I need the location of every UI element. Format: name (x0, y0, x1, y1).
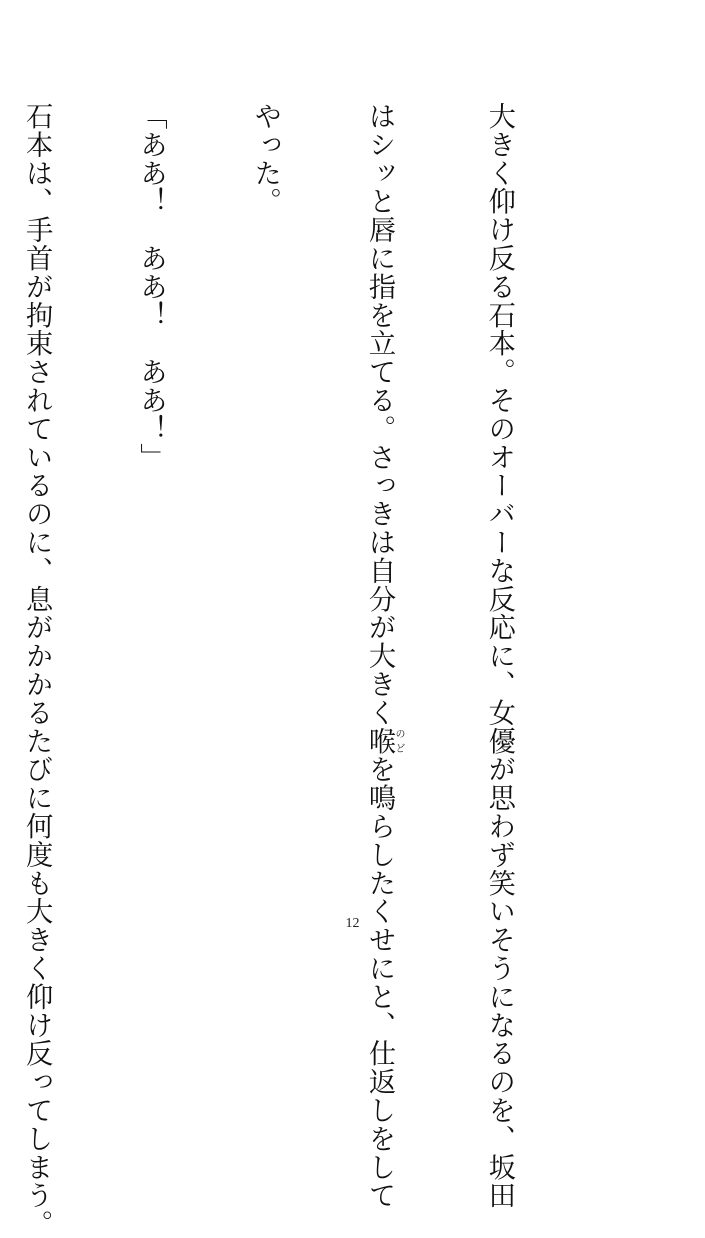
page-number: 12 (345, 916, 360, 931)
text-line: 「ああ！ ああ！ ああ！」 (135, 102, 167, 472)
ruby-annotation: 喉のど (364, 726, 405, 756)
text-line: 石本は、手首が拘束されているのに、息がかかるたびに何度も大きく仰け反ってしまう。 (21, 102, 53, 1238)
text-line: やった。 (249, 102, 281, 216)
text-line: 大きく仰け反る石本。そのオーバーな反応に、女優が思わず笑いそうになるのを、坂田 (483, 102, 515, 1210)
text-line: はシッと唇に指を立てる。さっきは自分が大きく喉のどを鳴らしたくせにと、仕返しをして (364, 102, 405, 1210)
